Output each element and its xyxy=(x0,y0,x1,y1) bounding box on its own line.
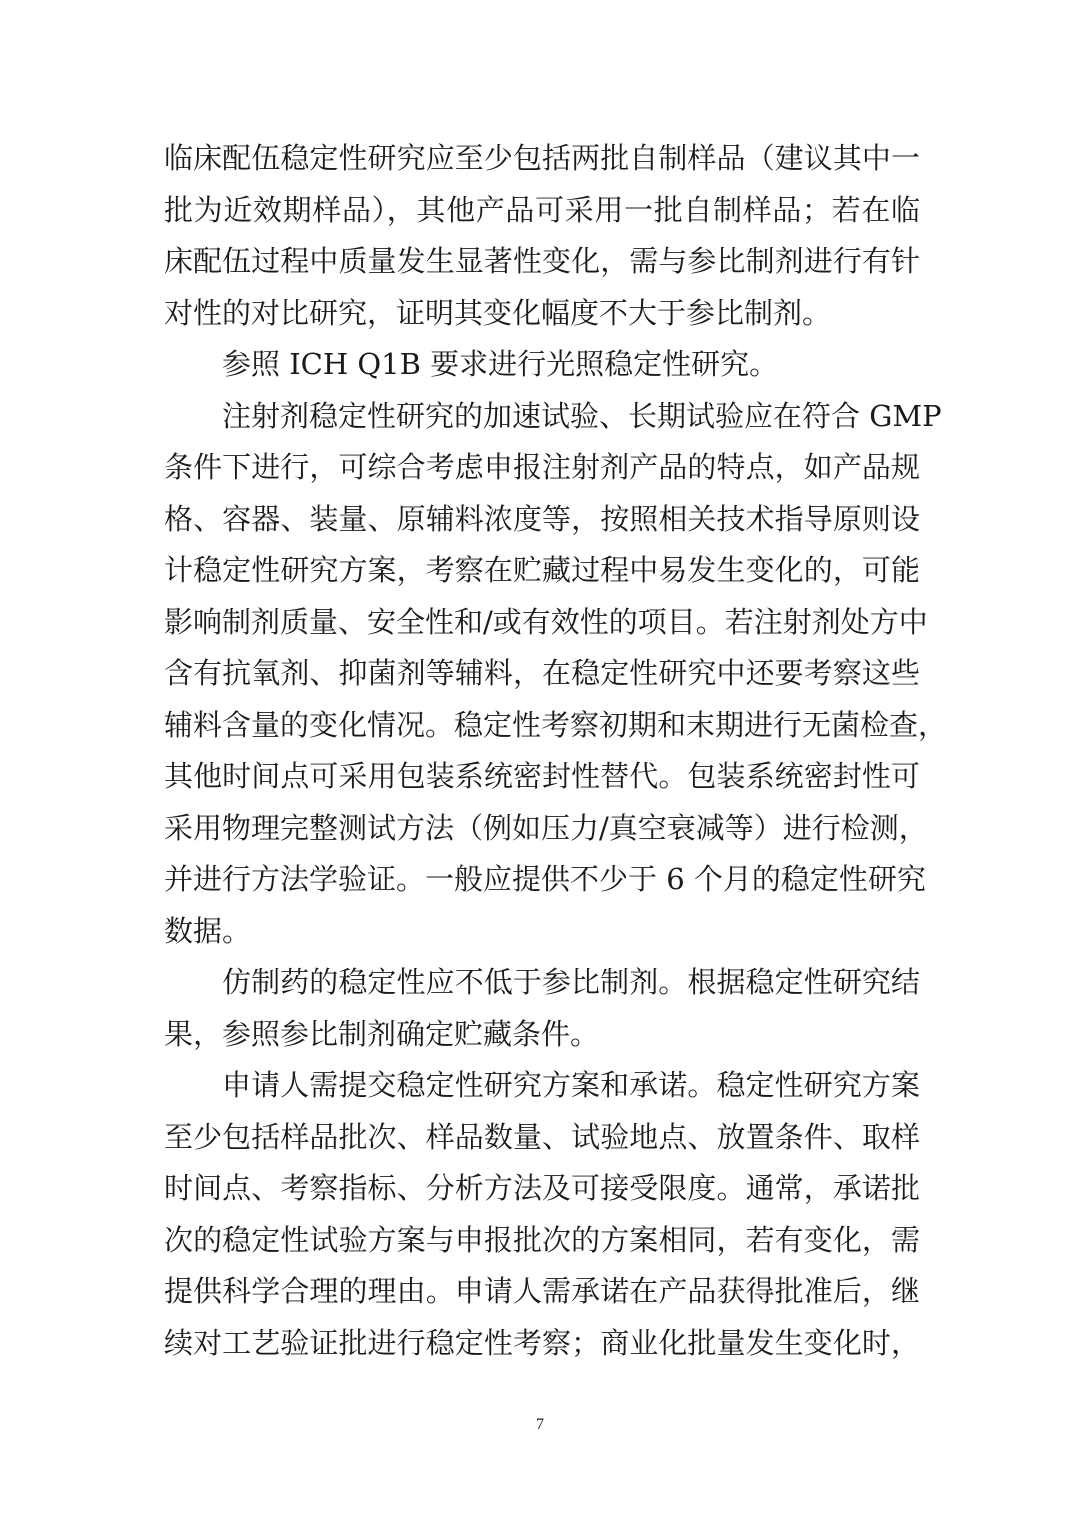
text-line: 数据。 xyxy=(164,913,252,948)
text-line: 时间点、考察指标、分析方法及可接受限度。通常，承诺批 xyxy=(164,1171,920,1205)
text-line: 计稳定性研究方案，考察在贮藏过程中易发生变化的，可能 xyxy=(164,553,920,587)
text-line: 床配伍过程中质量发生显著性变化，需与参比制剂进行有针 xyxy=(164,244,920,278)
text-line: 对性的对比研究，证明其变化幅度不大于参比制剂。 xyxy=(164,295,832,330)
text-line: 续对工艺验证批进行稳定性考察；商业化批量发生变化时， xyxy=(164,1325,920,1360)
text-line: 影响制剂质量、安全性和/或有效性的项目。若注射剂处方中 xyxy=(164,604,928,639)
text-line: 临床配伍稳定性研究应至少包括两批自制样品（建议其中一 xyxy=(164,141,920,175)
text-line: 格、容器、装量、原辅料浓度等，按照相关技术指导原则设 xyxy=(164,501,920,536)
text-line: 其他时间点可采用包装系统密封性替代。包装系统密封性可 xyxy=(164,759,920,793)
text-line: 参照 ICH Q1B 要求进行光照稳定性研究。 xyxy=(222,347,779,381)
text-line: 次的稳定性试验方案与申报批次的方案相同，若有变化，需 xyxy=(164,1222,920,1257)
text-line: 批为近效期样品），其他产品可采用一批自制样品；若在临 xyxy=(164,192,920,227)
text-line: 至少包括样品批次、样品数量、试验地点、放置条件、取样 xyxy=(164,1119,920,1154)
text-line: 条件下进行，可综合考虑申报注射剂产品的特点，如产品规 xyxy=(164,450,920,484)
body-text xyxy=(164,133,948,1369)
text-line: 申请人需提交稳定性研究方案和承诺。稳定性研究方案 xyxy=(222,1068,920,1102)
text-line: 含有抗氧剂、抑菌剂等辅料，在稳定性研究中还要考察这些 xyxy=(164,656,920,690)
text-line: 果，参照参比制剂确定贮藏条件。 xyxy=(164,1016,600,1051)
text-line: 采用物理完整测试方法（例如压力/真空衰减等）进行检测， xyxy=(164,810,928,845)
text-line: 并进行方法学验证。一般应提供不少于 6 个月的稳定性研究 xyxy=(164,862,926,896)
text-line: 辅料含量的变化情况。稳定性考察初期和末期进行无菌检查， xyxy=(164,707,948,742)
page-number: 7 xyxy=(536,1416,544,1433)
text-line: 注射剂稳定性研究的加速试验、长期试验应在符合 GMP xyxy=(222,398,942,433)
text-line: 提供科学合理的理由。申请人需承诺在产品获得批准后，继 xyxy=(164,1274,920,1308)
text-line: 仿制药的稳定性应不低于参比制剂。根据稳定性研究结 xyxy=(222,965,920,999)
